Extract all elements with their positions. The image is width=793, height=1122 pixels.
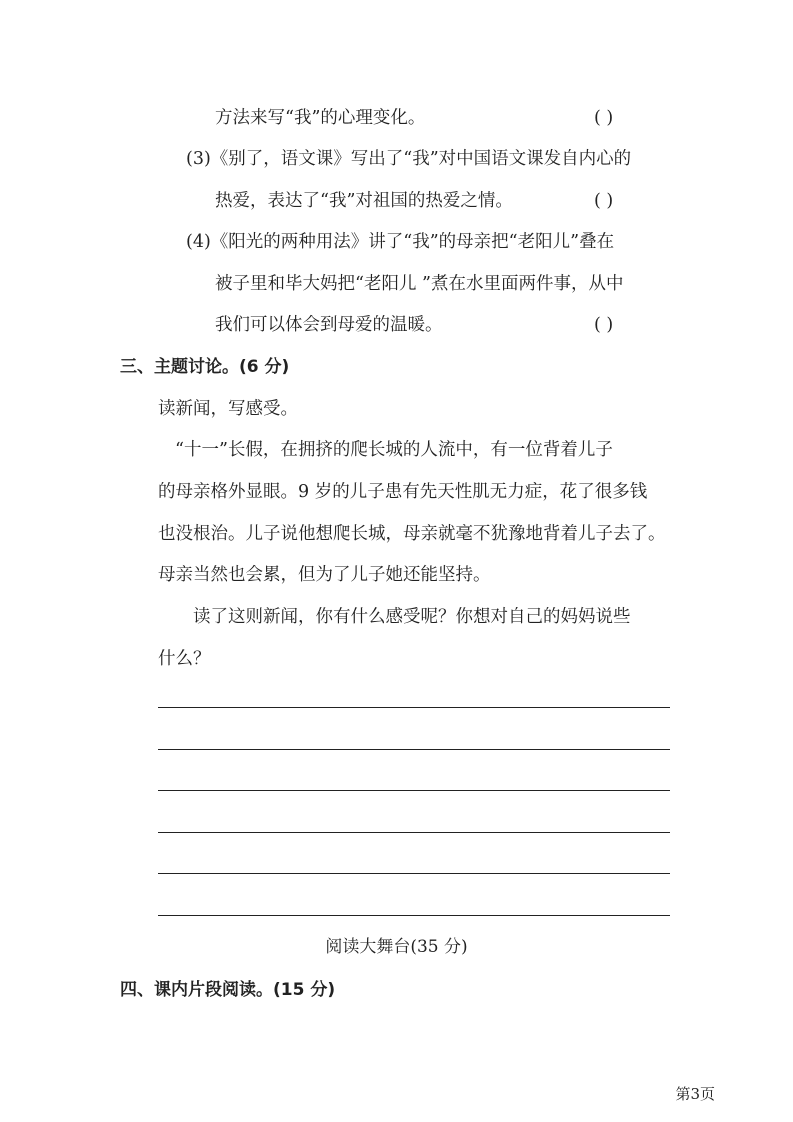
answer-paren-3[interactable]: ( )	[594, 191, 614, 211]
news-line-4: 母亲当然也会累，但为了儿子她还能坚持。	[158, 565, 491, 585]
item3-line1: (3)《别了，语文课》写出了“我”对中国语文课发自内心的	[186, 149, 632, 169]
answer-line-2[interactable]	[158, 749, 670, 750]
answer-line-1[interactable]	[158, 707, 670, 708]
reading-stage-title: 阅读大舞台(35 分)	[325, 937, 468, 957]
section3-heading: 三、主题讨论。(6 分)	[120, 357, 290, 377]
page-number: 第3页	[675, 1085, 715, 1103]
answer-line-5[interactable]	[158, 873, 670, 874]
answer-line-6[interactable]	[158, 915, 670, 916]
news-line-3: 也没根治。儿子说他想爬长城，母亲就毫不犹豫地背着儿子去了。	[158, 524, 666, 544]
item2-continuation: 方法来写“我”的心理变化。	[215, 108, 426, 128]
answer-line-3[interactable]	[158, 790, 670, 791]
item4-line3: 我们可以体会到母爱的温暖。	[215, 315, 443, 335]
question-line-2: 什么？	[158, 649, 211, 669]
item4-line2: 被子里和毕大妈把“老阳儿 ”煮在水里面两件事，从中	[215, 274, 624, 294]
section4-heading: 四、课内片段阅读。(15 分)	[120, 980, 336, 1000]
news-line-2: 的母亲格外显眼。9 岁的儿子患有先天性肌无力症，花了很多钱	[158, 482, 648, 502]
answer-line-4[interactable]	[158, 832, 670, 833]
answer-paren-4[interactable]: ( )	[594, 315, 614, 335]
answer-paren-2[interactable]: ( )	[594, 108, 614, 128]
section3-prompt: 读新闻，写感受。	[158, 399, 298, 419]
item4-line1: (4)《阳光的两种用法》讲了“我”的母亲把“老阳儿”叠在	[186, 232, 615, 252]
news-line-1: “十一”长假，在拥挤的爬长城的人流中，有一位背着儿子	[175, 440, 613, 460]
item3-line2: 热爱，表达了“我”对祖国的热爱之情。	[215, 191, 513, 211]
question-line-1: 读了这则新闻，你有什么感受呢？你想对自己的妈妈说些	[193, 607, 631, 627]
